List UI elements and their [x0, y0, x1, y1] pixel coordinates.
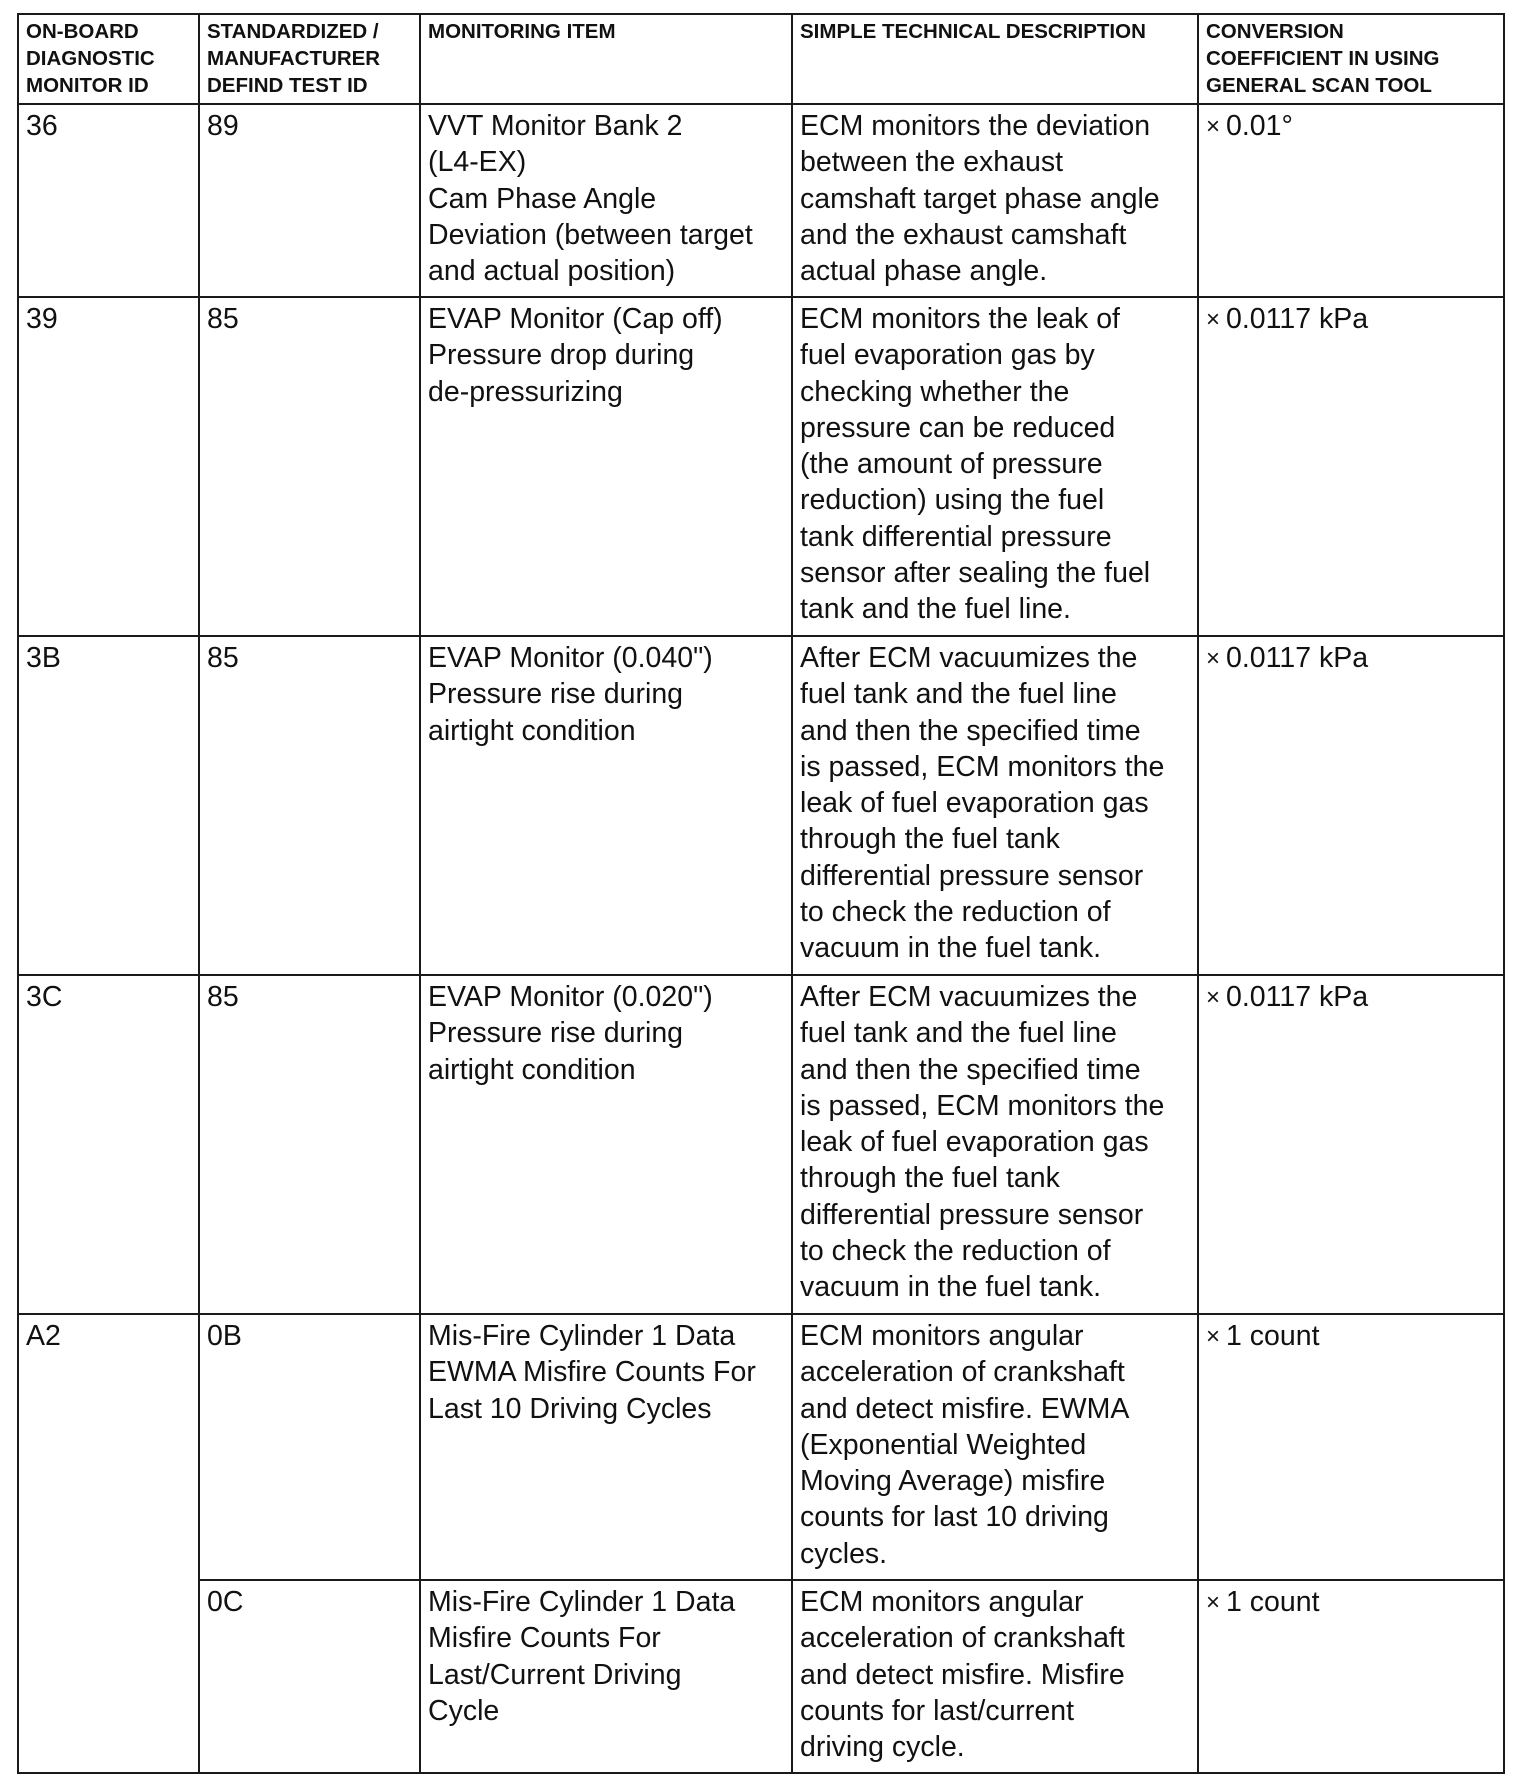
coefficient-cell: [1198, 1314, 1504, 1580]
monitor-id-cell: 3B: [18, 636, 199, 975]
table-row: [18, 297, 1504, 636]
monitoring-item-cell: Mis-Fire Cylinder 1 Data Misfire Counts For Last/Current Driving Cycle: [420, 1580, 792, 1773]
monitoring-item-cell: EVAP Monitor (Cap off) Pressure drop during de-pressurizing: [420, 297, 792, 636]
table-row: [18, 104, 1504, 297]
table-row: [18, 1580, 1504, 1773]
test-id-cell: 85: [199, 975, 420, 1314]
description-cell: After ECM vacuumizes the fuel tank and the fuel line and then the specified time is passed, ECM monitors the leak of fuel evaporation gas through the fuel tank differential pressure sensor to check the reduction of vacuum in the fuel tank.: [792, 636, 1198, 975]
monitoring-item-cell: Mis-Fire Cylinder 1 Data EWMA Misfire Counts For Last 10 Driving Cycles: [420, 1314, 792, 1580]
monitor-results-table: [17, 13, 1505, 1774]
monitor-id-cell: 39: [18, 297, 199, 636]
coefficient-value: 0.0117 kPa: [1226, 303, 1369, 335]
table-row: [18, 636, 1504, 975]
monitor-id-cell: 3C: [18, 975, 199, 1314]
multiply-icon: ×: [1206, 1589, 1221, 1616]
coefficient-cell: [1198, 1580, 1504, 1773]
coefficient-value: 1 count: [1226, 1320, 1320, 1352]
table-row: [18, 975, 1504, 1314]
test-id-cell: 89: [199, 104, 420, 297]
monitor-id-cell: A2: [18, 1314, 199, 1773]
description-cell: ECM monitors the deviation between the exhaust camshaft target phase angle and the exhaust camshaft actual phase angle.: [792, 104, 1198, 297]
header-test-id: STANDARDIZED / MANUFACTURER DEFIND TEST ID: [199, 14, 420, 104]
monitoring-item-cell: EVAP Monitor (0.040") Pressure rise during airtight condition: [420, 636, 792, 975]
multiply-icon: ×: [1206, 645, 1221, 672]
description-cell: ECM monitors angular acceleration of crankshaft and detect misfire. Misfire counts for last/current driving cycle.: [792, 1580, 1198, 1773]
monitoring-item-cell: EVAP Monitor (0.020") Pressure rise during airtight condition: [420, 975, 792, 1314]
coefficient-cell: [1198, 104, 1504, 297]
description-cell: After ECM vacuumizes the fuel tank and the fuel line and then the specified time is passed, ECM monitors the leak of fuel evaporation gas through the fuel tank differential pressure sensor to check the reduction of vacuum in the fuel tank.: [792, 975, 1198, 1314]
table-row: [18, 1314, 1504, 1580]
monitor-id-cell: 36: [18, 104, 199, 297]
description-cell: ECM monitors the leak of fuel evaporation gas by checking whether the pressure can be reduced (the amount of pressure reduction) using the fuel tank differential pressure sensor after sealing the fuel tank and the fuel line.: [792, 297, 1198, 636]
coefficient-value: 0.0117 kPa: [1226, 642, 1369, 674]
test-id-cell: 85: [199, 297, 420, 636]
header-row: [18, 14, 1504, 104]
coefficient-value: 0.01°: [1226, 110, 1293, 142]
header-conversion-coefficient: CONVERSION COEFFICIENT IN USING GENERAL SCAN TOOL: [1198, 14, 1504, 104]
multiply-icon: ×: [1206, 984, 1221, 1011]
monitoring-item-cell: VVT Monitor Bank 2 (L4-EX) Cam Phase Angle Deviation (between target and actual position): [420, 104, 792, 297]
header-monitor-id: ON-BOARD DIAGNOSTIC MONITOR ID: [18, 14, 199, 104]
multiply-icon: ×: [1206, 1323, 1221, 1350]
test-id-cell: 0B: [199, 1314, 420, 1580]
coefficient-cell: [1198, 636, 1504, 975]
coefficient-value: 0.0117 kPa: [1226, 981, 1369, 1013]
multiply-icon: ×: [1206, 306, 1221, 333]
test-id-cell: 85: [199, 636, 420, 975]
coefficient-value: 1 count: [1226, 1586, 1320, 1618]
header-description: SIMPLE TECHNICAL DESCRIPTION: [792, 14, 1198, 104]
header-monitoring-item: MONITORING ITEM: [420, 14, 792, 104]
coefficient-cell: [1198, 975, 1504, 1314]
description-cell: ECM monitors angular acceleration of crankshaft and detect misfire. EWMA (Exponential Weighted Moving Average) misfire counts for last 10 driving cycles.: [792, 1314, 1198, 1580]
test-id-cell: 0C: [199, 1580, 420, 1773]
multiply-icon: ×: [1206, 113, 1221, 140]
coefficient-cell: [1198, 297, 1504, 636]
